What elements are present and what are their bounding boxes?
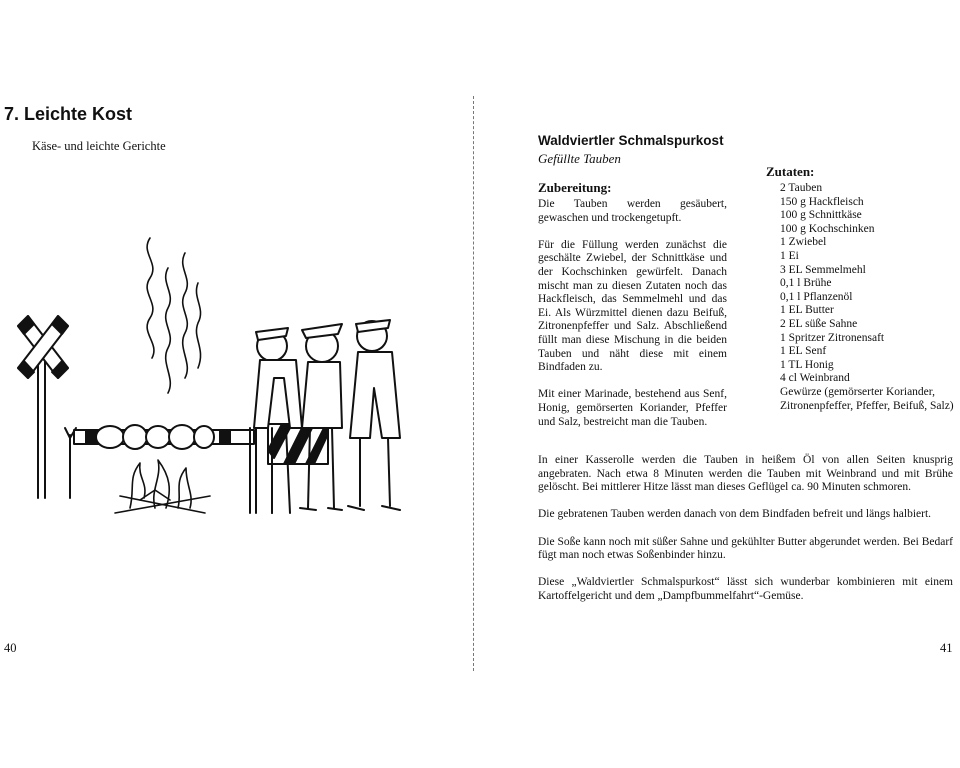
railway-crossing-sign-icon — [18, 316, 68, 498]
ingredient-item: 4 cl Weinbrand — [780, 372, 850, 385]
cartoon-illustration — [10, 228, 410, 518]
preparation-paragraph: Für die Füllung werden zunächst die geschälte Zwiebel, der Schnittkäse und der Kochschinken gewürfelt. Danach mischt man zu diesen Zutaten noch das Hackfleisch, das Semmelmehl und das Ei. Als Würzmittel dienen dazu Beifuß, Zitronenpfeffer und Salz. Abschließend füllt man diese Mischung in die beiden Tauben und näht diese mit einem Bindfaden zu. — [538, 238, 727, 374]
ingredient-item: 1 Spritzer Zitronensaft — [780, 331, 885, 344]
preparation-text — [538, 198, 727, 443]
campfire-icon — [115, 460, 210, 513]
barrier-board-icon — [268, 424, 328, 513]
railway-workers-icon — [254, 320, 400, 513]
ingredient-item: 2 EL süße Sahne — [780, 317, 858, 330]
ingredient-item: 0,1 l Brühe — [780, 277, 832, 290]
ingredient-item: Gewürze (gemörserter Koriander, Zitronenpfeffer, Pfeffer, Beifuß, Salz) — [780, 385, 954, 412]
preparation-paragraph: Mit einer Marinade, bestehend aus Senf, Honig, gemörserten Koriander, Pfeffer und Salz, bestreicht man die Tauben. — [538, 388, 727, 428]
body-paragraph: In einer Kasserolle werden die Tauben in heißem Öl von allen Seiten knusprig angebraten. Nach etwa 8 Minuten werden die Tauben mit Weinbrand und mit Brühe gelöscht. Bei mittlerer Hitze lässt man dieses Geflügel ca. 90 Minuten schmoren. — [538, 454, 953, 494]
recipe-subtitle: Gefüllte Tauben — [538, 151, 621, 166]
ingredients-list — [780, 182, 955, 413]
body-paragraph: Diese „Waldviertler Schmalspurkost“ lässt sich wunderbar kombinieren mit einem Kartoffelgericht und dem „Dampfbummelfahrt“-Gemüse. — [538, 576, 953, 602]
body-paragraph: Die Soße kann noch mit süßer Sahne und gekühlter Butter abgerundet werden. Bei Bedarf fügt man noch etwas Soßenbinder hinzu. — [538, 535, 953, 562]
recipe-title: Waldviertler Schmalspurkost — [538, 133, 724, 148]
ingredient-item: 1 Ei — [780, 249, 799, 262]
ingredient-item: 1 Zwiebel — [780, 236, 827, 249]
ingredient-item: 100 g Kochschinken — [780, 222, 875, 235]
ingredient-item: 2 Tauben — [780, 182, 823, 194]
body-paragraph: Die gebratenen Tauben werden danach von dem Bindfaden befreit und längs halbiert. — [538, 508, 932, 521]
ingredient-item: 1 EL Senf — [780, 345, 827, 358]
ingredient-item: 1 EL Butter — [780, 304, 834, 317]
smoke-icon — [147, 238, 200, 393]
ingredient-item: 3 EL Semmelmehl — [780, 263, 866, 276]
preparation-heading: Zubereitung: — [538, 180, 612, 195]
recipe-body-text — [538, 454, 953, 617]
ingredient-item: 0,1 l Pflanzenöl — [780, 290, 853, 303]
ingredient-item: 100 g Schnittkäse — [780, 209, 862, 222]
page-number-right: 41 — [940, 641, 953, 655]
ingredient-item: 1 TL Honig — [780, 358, 834, 371]
ingredients-heading: Zutaten: — [766, 164, 815, 179]
roasting-spit-icon — [65, 425, 256, 513]
page-divider — [473, 96, 474, 671]
page-number-left: 40 — [4, 641, 17, 655]
chapter-subtitle: Käse- und leichte Gerichte — [32, 139, 166, 153]
chapter-title: 7. Leichte Kost — [4, 104, 133, 124]
preparation-paragraph: Die Tauben werden gesäubert, gewaschen und trockengetupft. — [538, 198, 727, 224]
ingredient-item: 150 g Hackfleisch — [780, 195, 864, 208]
